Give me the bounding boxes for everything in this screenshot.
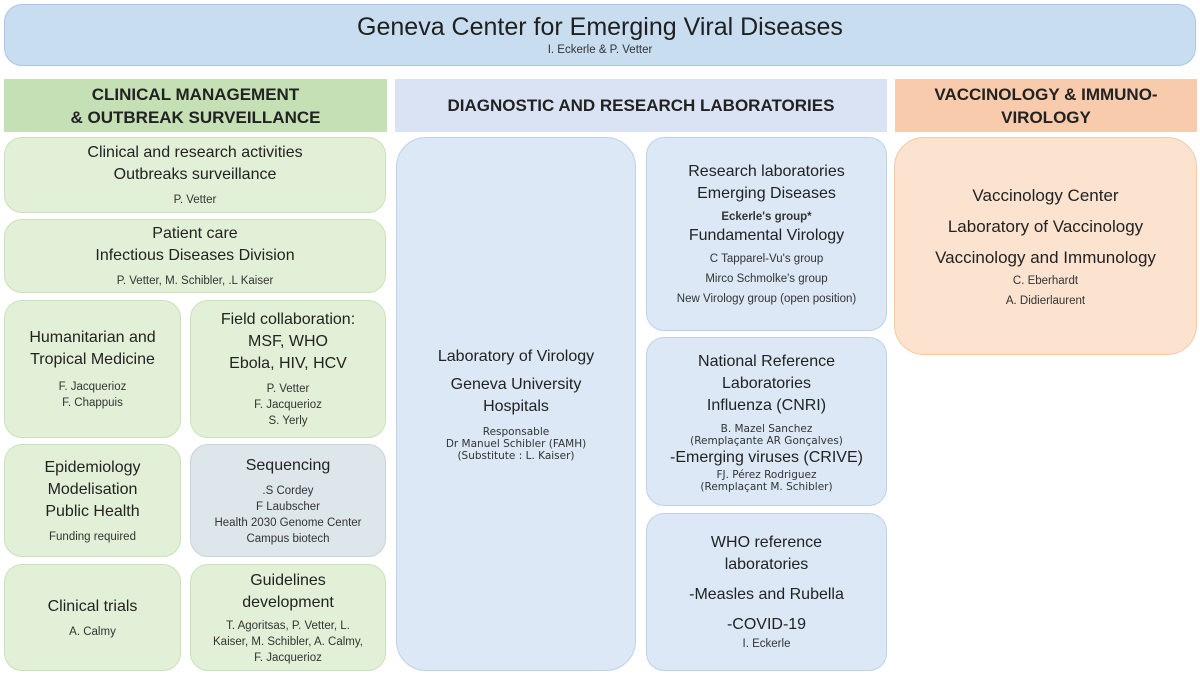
- national-people3: FJ. Pérez Rodriguez: [716, 468, 817, 481]
- clinical-heading-line1: CLINICAL MANAGEMENT: [91, 84, 300, 104]
- vaccinology-heading-line1: VACCINOLOGY & IMMUNO-: [934, 84, 1158, 104]
- research-labs-line1: Research laboratories: [688, 163, 845, 180]
- field-collaboration-unit: [190, 300, 386, 438]
- clinical-trials-people: A. Calmy: [69, 625, 116, 638]
- national-reference-unit: [646, 337, 887, 506]
- center-directors: I. Eckerle & P. Vetter: [547, 44, 653, 56]
- clinical-research-line1: Clinical and research activities: [87, 144, 303, 161]
- national-people1: B. Mazel Sanchez: [720, 422, 813, 435]
- sequencing-people3: Health 2030 Genome Center: [214, 516, 362, 529]
- research-labs-group3: New Virology group (open position): [676, 293, 857, 305]
- guidelines-line2: development: [242, 593, 334, 611]
- guidelines-unit: [190, 564, 386, 671]
- humanitarian-people1: F. Jacquerioz: [58, 381, 127, 393]
- clinical-heading-line2: & OUTBREAK SURVEILLANCE: [70, 107, 321, 127]
- humanitarian-people2: F. Chappuis: [62, 397, 123, 409]
- national-line2: Laboratories: [722, 374, 811, 392]
- virology-line2: Geneva University: [450, 376, 582, 393]
- field-line3: Ebola, HIV, HCV: [229, 355, 347, 372]
- labs-column-heading: [395, 79, 887, 132]
- clinical-research-unit: [4, 137, 386, 213]
- virology-lab-unit: [396, 137, 636, 671]
- national-line4: -Emerging viruses (CRIVE): [670, 448, 863, 466]
- national-line1: National Reference: [698, 352, 835, 370]
- virology-people1: Dr Manuel Schibler (FAMH): [445, 438, 587, 450]
- sequencing-people2: F Laubscher: [256, 500, 320, 513]
- vaccinology-people2: A. Didierlaurent: [1005, 294, 1086, 307]
- virology-people2: (Substitute : L. Kaiser): [457, 450, 575, 462]
- vaccinology-people1: C. Eberhardt: [1012, 274, 1079, 287]
- field-line1: Field collaboration:: [220, 311, 356, 328]
- center-title: Geneva Center for Emerging Viral Diseases: [357, 13, 843, 41]
- clinical-research-line2: Outbreaks surveillance: [113, 166, 277, 183]
- epidemiology-line2: Modelisation: [47, 480, 138, 498]
- field-people3: S. Yerly: [268, 415, 308, 427]
- guidelines-people1: T. Agoritsas, P. Vetter, L.: [226, 619, 350, 632]
- who-line2: laboratories: [724, 556, 809, 573]
- national-people4: (Remplaçant M. Schibler): [700, 480, 833, 493]
- field-people1: P. Vetter: [266, 383, 310, 395]
- field-people2: F. Jacquerioz: [254, 399, 322, 411]
- national-line3: Influenza (CNRI): [706, 396, 827, 414]
- humanitarian-unit: [4, 300, 181, 438]
- vaccinology-line2: Laboratory of Vaccinology: [947, 216, 1144, 236]
- clinical-trials-unit: [4, 564, 181, 671]
- clinical-trials-line1: Clinical trials: [47, 597, 138, 615]
- vaccinology-heading-line2: VIROLOGY: [1001, 107, 1091, 127]
- sequencing-people1: .S Cordey: [262, 484, 314, 497]
- sequencing-people4: Campus biotech: [246, 532, 330, 545]
- vaccinology-column-heading: [895, 79, 1197, 132]
- guidelines-people2: Kaiser, M. Schibler, A. Calmy,: [213, 635, 363, 648]
- sequencing-line1: Sequencing: [245, 456, 331, 474]
- patient-care-line1: Patient care: [152, 225, 238, 242]
- humanitarian-line1: Humanitarian and: [29, 329, 156, 346]
- epidemiology-line3: Public Health: [45, 502, 140, 520]
- virology-line1: Laboratory of Virology: [437, 348, 595, 365]
- clinical-research-people: P. Vetter: [173, 194, 217, 206]
- who-line3: -Measles and Rubella: [689, 586, 844, 603]
- research-labs-line2: Emerging Diseases: [697, 185, 836, 202]
- labs-heading: DIAGNOSTIC AND RESEARCH LABORATORIES: [447, 96, 835, 115]
- research-labs-group2: Mirco Schmolke's group: [705, 273, 828, 285]
- virology-line3: Hospitals: [483, 398, 549, 415]
- humanitarian-line2: Tropical Medicine: [30, 351, 155, 368]
- center-header: [4, 4, 1196, 66]
- epidemiology-line1: Epidemiology: [44, 458, 141, 476]
- vaccinology-line1: Vaccinology Center: [972, 185, 1119, 205]
- patient-care-line2: Infectious Diseases Division: [95, 247, 295, 264]
- guidelines-line1: Guidelines: [250, 571, 326, 589]
- national-people2: (Remplaçante AR Gonçalves): [690, 434, 843, 447]
- research-labs-group: Eckerle's group*: [721, 211, 812, 223]
- who-reference-unit: [646, 513, 887, 671]
- guidelines-people3: F. Jacquerioz: [254, 651, 322, 664]
- who-people: I. Eckerle: [742, 638, 791, 650]
- field-line2: MSF, WHO: [248, 333, 328, 350]
- research-labs-unit: [646, 137, 887, 331]
- sequencing-unit: [190, 444, 386, 557]
- who-line1: WHO reference: [710, 534, 823, 551]
- epidemiology-note: Funding required: [49, 530, 136, 543]
- vaccinology-unit: [894, 137, 1197, 355]
- research-labs-group1: C Tapparel-Vu's group: [709, 253, 824, 265]
- research-labs-line3: Fundamental Virology: [688, 227, 845, 244]
- clinical-column-heading: [4, 79, 387, 132]
- patient-care-unit: [4, 219, 386, 293]
- who-line4: -COVID-19: [726, 616, 807, 633]
- vaccinology-line3: Vaccinology and Immunology: [935, 247, 1156, 267]
- patient-care-people: P. Vetter, M. Schibler, .L Kaiser: [116, 275, 274, 287]
- virology-role: Responsable: [482, 426, 550, 438]
- epidemiology-unit: [4, 444, 181, 557]
